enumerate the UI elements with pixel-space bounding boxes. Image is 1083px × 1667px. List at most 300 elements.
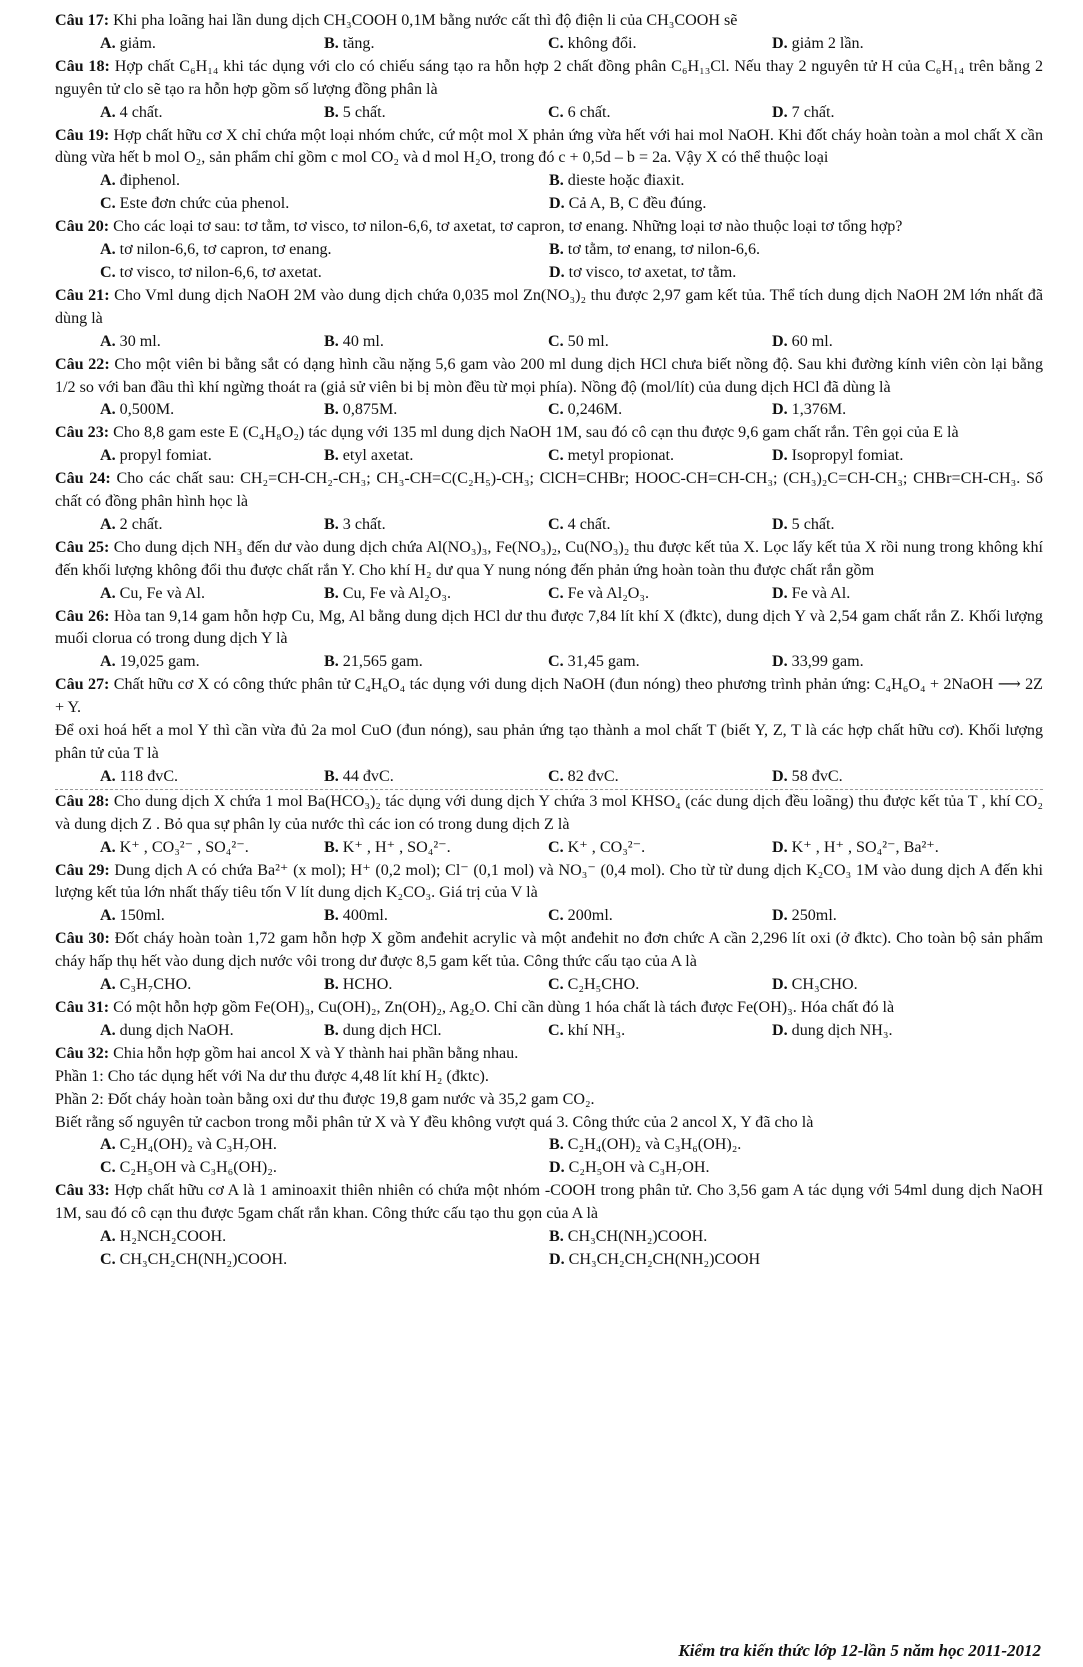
answer-option bbox=[548, 33, 772, 56]
answer-option-letter: C. bbox=[548, 34, 564, 52]
page-footer: Kiểm tra kiến thức lớp 12-lần 5 năm học 2011-2012 bbox=[678, 1641, 1041, 1661]
answer-option-text: 200ml. bbox=[567, 907, 613, 925]
answer-option bbox=[324, 102, 548, 125]
answer-options-row bbox=[55, 651, 1043, 674]
question-stem bbox=[55, 1089, 1043, 1112]
answer-option bbox=[100, 514, 324, 537]
answer-option bbox=[548, 905, 772, 928]
answer-option bbox=[548, 651, 772, 674]
answer-option-text: khí NH₃. bbox=[567, 1021, 626, 1039]
answer-option bbox=[772, 331, 996, 354]
answer-option-text: C₂H₅CHO. bbox=[567, 976, 640, 994]
question-text: Hợp chất hữu cơ X chỉ chứa một loại nhóm chức, cứ một mol X phản ứng vừa hết với hai mol NaOH. Khi đốt cháy hoàn toàn a mol chất X cần dùng vừa hết b mol O₂, sản phẩm chỉ gồm c mol CO₂ và d mol H₂O, trong đó c + 0,5d – b = 2a. Vậy X có thể thuộc loại bbox=[55, 126, 1043, 167]
answer-option-text: không đổi. bbox=[567, 34, 637, 52]
answer-option-text: 4 chất. bbox=[567, 515, 611, 533]
answer-option-letter: C. bbox=[548, 103, 564, 121]
answer-option-text: metyl propionat. bbox=[567, 447, 675, 465]
answer-option-letter: A. bbox=[100, 401, 116, 419]
answer-option bbox=[548, 974, 772, 997]
answer-option-text: 5 chất. bbox=[342, 103, 386, 121]
answer-option bbox=[549, 170, 998, 193]
answer-option-text: 21,565 gam. bbox=[342, 653, 423, 671]
answer-options-row bbox=[55, 170, 1043, 193]
answer-option bbox=[549, 1249, 998, 1272]
question-stem bbox=[55, 720, 1043, 766]
answer-option-letter: A. bbox=[100, 103, 116, 121]
question-number: Câu 24: bbox=[55, 470, 111, 488]
question-stem bbox=[55, 216, 1043, 239]
answer-option-letter: A. bbox=[100, 653, 116, 671]
answer-option-letter: B. bbox=[324, 103, 339, 121]
answer-option bbox=[772, 399, 996, 422]
answer-option-letter: B. bbox=[324, 515, 339, 533]
answer-option-text: 40 ml. bbox=[342, 332, 384, 350]
question-text: Cho các loại tơ sau: tơ tằm, tơ visco, tơ nilon-6,6, tơ axetat, tơ capron, tơ enang. Những loại tơ nào thuộc loại tơ tổng hợp? bbox=[113, 218, 903, 236]
answer-option-letter: D. bbox=[772, 332, 788, 350]
answer-option bbox=[772, 837, 996, 860]
answer-option-letter: C. bbox=[548, 515, 564, 533]
answer-option-text: 6 chất. bbox=[567, 103, 611, 121]
answer-option-letter: B. bbox=[549, 172, 564, 190]
question-stem bbox=[55, 10, 1043, 33]
question-text: Cho 8,8 gam este E (C₄H₈O₂) tác dụng với 135 ml dung dịch NaOH 1M, sau đó cô cạn thu được 9,6 gam chất rắn. Tên gọi của E là bbox=[113, 424, 959, 442]
answer-option-letter: B. bbox=[324, 332, 339, 350]
answer-option-letter: A. bbox=[100, 907, 116, 925]
question-block bbox=[55, 606, 1043, 675]
answer-option bbox=[772, 33, 996, 56]
answer-options-row bbox=[55, 905, 1043, 928]
answer-option-letter: D. bbox=[772, 447, 788, 465]
answer-options-row bbox=[55, 102, 1043, 125]
answer-option-text: C₂H₄(OH)₂ và C₃H₇OH. bbox=[119, 1136, 277, 1154]
question-block bbox=[55, 354, 1043, 423]
answer-option-letter: A. bbox=[100, 241, 116, 259]
answer-option bbox=[772, 651, 996, 674]
answer-options-row bbox=[55, 262, 1043, 285]
question-block bbox=[55, 674, 1043, 790]
answer-option-letter: C. bbox=[548, 907, 564, 925]
answer-option-letter: C. bbox=[100, 195, 116, 213]
answer-option-letter: D. bbox=[772, 515, 788, 533]
answer-option-letter: A. bbox=[100, 1136, 116, 1154]
question-stem bbox=[55, 928, 1043, 974]
answer-option-text: 19,025 gam. bbox=[119, 653, 200, 671]
answer-option bbox=[548, 445, 772, 468]
answer-option-letter: C. bbox=[100, 263, 116, 281]
question-number: Câu 26: bbox=[55, 607, 110, 625]
question-text: Hợp chất C₆H₁₄ khi tác dụng với clo có chiếu sáng tạo ra hỗn hợp 2 chất đồng phân C₆H₁₃Cl. Nếu thay 2 nguyên tử H của C₆H₁₄ trên bằng 2 nguyên tử clo sẽ tạo ra hỗn hợp gồm số lượng đồng phân là bbox=[55, 57, 1044, 98]
answer-option bbox=[772, 1020, 996, 1043]
question-text: Biết rằng số nguyên tử cacbon trong mỗi phân tử X và Y đều không vượt quá 3. Công thức của 2 ancol X, Y đã cho là bbox=[55, 1113, 814, 1131]
question-block bbox=[55, 791, 1043, 860]
answer-option bbox=[548, 399, 772, 422]
question-stem bbox=[55, 125, 1043, 171]
question-stem bbox=[55, 537, 1043, 583]
question-stem bbox=[55, 791, 1043, 837]
question-text: Phần 1: Cho tác dụng hết với Na dư thu được 4,48 lít khí H₂ (đktc). bbox=[55, 1067, 489, 1085]
answer-option-letter: C. bbox=[548, 447, 564, 465]
answer-options-row bbox=[55, 193, 1043, 216]
question-number: Câu 30: bbox=[55, 930, 110, 948]
question-text: Hòa tan 9,14 gam hỗn hợp Cu, Mg, Al bằng dung dịch HCl dư thu được 7,84 lít khí X (đktc), dung dịch Y và 2,54 gam chất rắn Z. Khối lượng muối clorua có trong dung dịch Y là bbox=[55, 607, 1043, 648]
answer-option-text: propyl fomiat. bbox=[119, 447, 212, 465]
question-text: Đốt cháy hoàn toàn 1,72 gam hỗn hợp X gồm anđehit acrylic và một anđehit no đơn chức A cần 2,296 lít oxi (ở đktc). Cho toàn bộ sản phẩm cháy hấp thụ hết vào dung dịch nước vôi trong dư được 8,5 gam kết tủa. Công thức cấu tạo của A là bbox=[55, 930, 1043, 971]
answer-option-letter: A. bbox=[100, 1021, 116, 1039]
answer-option bbox=[549, 1157, 998, 1180]
answer-option bbox=[772, 514, 996, 537]
answer-options-row bbox=[55, 514, 1043, 537]
answer-option-text: tơ visco, tơ axetat, tơ tằm. bbox=[568, 263, 737, 281]
answer-option-text: CH₃CH(NH₂)COOH. bbox=[567, 1228, 708, 1246]
answer-option-letter: A. bbox=[100, 1228, 116, 1246]
answer-option bbox=[100, 331, 324, 354]
answer-option bbox=[772, 583, 996, 606]
question-number: Câu 19: bbox=[55, 126, 110, 144]
answer-option-text: Cu, Fe và Al₂O₃. bbox=[342, 584, 451, 602]
question-block bbox=[55, 422, 1043, 468]
answer-option-text: 2 chất. bbox=[119, 515, 163, 533]
answer-option-text: dieste hoặc điaxit. bbox=[567, 172, 685, 190]
question-stem bbox=[55, 606, 1043, 652]
answer-option-letter: A. bbox=[100, 332, 116, 350]
answer-option-letter: C. bbox=[548, 584, 564, 602]
answer-option bbox=[324, 514, 548, 537]
question-text: Để oxi hoá hết a mol Y thì cần vừa đủ 2a mol CuO (đun nóng), sau phản ứng tạo thành a mol chất T (biết Y, Z, T là các hợp chất hữu cơ). Khối lượng phân tử của T là bbox=[55, 722, 1043, 762]
answer-option-text: 0,875M. bbox=[342, 401, 398, 419]
answer-option bbox=[100, 193, 549, 216]
answer-option-text: H₂NCH₂COOH. bbox=[119, 1228, 227, 1246]
question-stem bbox=[55, 1180, 1043, 1226]
answer-option-text: tăng. bbox=[342, 34, 375, 52]
answer-option-text: Este đơn chức của phenol. bbox=[119, 195, 290, 213]
question-stem bbox=[55, 56, 1043, 102]
answer-option-letter: D. bbox=[549, 263, 565, 281]
answer-options-row bbox=[55, 766, 1043, 789]
question-number: Câu 25: bbox=[55, 538, 110, 556]
answer-option bbox=[100, 445, 324, 468]
answer-option bbox=[100, 239, 549, 262]
answer-option-text: 82 đvC. bbox=[567, 767, 619, 785]
answer-option bbox=[548, 583, 772, 606]
question-text: Phần 2: Đốt cháy hoàn toàn bằng oxi dư thu được 19,8 gam nước và 35,2 gam CO₂. bbox=[55, 1090, 595, 1108]
answer-option-text: 33,99 gam. bbox=[791, 653, 864, 671]
answer-option bbox=[324, 974, 548, 997]
answer-options-row bbox=[55, 1226, 1043, 1249]
question-text: Cho các chất sau: CH₂=CH-CH₂-CH₃; CH₃-CH=C(C₂H₅)-CH₃; ClCH=CHBr; HOOC-CH=CH-CH₃; (CH₃)₂C=CH-CH₃; CHBr=CH-CH₃. Số chất có đồng phân hình học là bbox=[55, 470, 1043, 511]
answer-option-text: K⁺ , H⁺ , SO₄²⁻, Ba²⁺. bbox=[791, 838, 939, 856]
question-number: Câu 23: bbox=[55, 424, 110, 442]
answer-option-text: 118 đvC. bbox=[119, 767, 179, 785]
answer-option bbox=[549, 1134, 998, 1157]
question-number: Câu 21: bbox=[55, 286, 110, 304]
question-stem bbox=[55, 468, 1043, 514]
answer-option bbox=[100, 583, 324, 606]
answer-option-letter: A. bbox=[100, 447, 116, 465]
answer-option bbox=[549, 193, 998, 216]
question-text: Chia hỗn hợp gồm hai ancol X và Y thành hai phần bằng nhau. bbox=[113, 1044, 519, 1062]
answer-option-text: điphenol. bbox=[119, 172, 180, 190]
answer-option-letter: C. bbox=[548, 976, 564, 994]
answer-option-letter: B. bbox=[324, 653, 339, 671]
answer-option-text: 4 chất. bbox=[119, 103, 163, 121]
answer-option-text: tơ visco, tơ nilon-6,6, tơ axetat. bbox=[119, 263, 322, 281]
answer-option-letter: B. bbox=[324, 767, 339, 785]
answer-option-text: 0,500M. bbox=[119, 401, 175, 419]
answer-option-letter: C. bbox=[548, 1021, 564, 1039]
question-number: Câu 33: bbox=[55, 1182, 110, 1200]
answer-option-text: 58 đvC. bbox=[791, 767, 843, 785]
answer-option-letter: B. bbox=[324, 34, 339, 52]
answer-option-letter: D. bbox=[772, 838, 788, 856]
answer-option-letter: C. bbox=[100, 1159, 116, 1177]
answer-option-text: K⁺ , CO₃²⁻ , SO₄²⁻. bbox=[119, 838, 249, 856]
answer-option bbox=[549, 1226, 998, 1249]
answer-option-text: dung dịch HCl. bbox=[342, 1021, 442, 1039]
answer-option-text: CH₃CH₂CH₂CH(NH₂)COOH bbox=[568, 1250, 761, 1268]
answer-option-letter: D. bbox=[772, 976, 788, 994]
answer-option-letter: B. bbox=[324, 1021, 339, 1039]
answer-option bbox=[324, 33, 548, 56]
question-stem bbox=[55, 285, 1043, 331]
answer-option bbox=[100, 837, 324, 860]
answer-option bbox=[100, 1226, 549, 1249]
question-stem bbox=[55, 860, 1043, 906]
question-stem bbox=[55, 1043, 1043, 1066]
question-number: Câu 20: bbox=[55, 218, 110, 236]
answer-option bbox=[100, 1249, 549, 1272]
answer-option bbox=[100, 766, 324, 789]
question-text: Chất hữu cơ X có công thức phân tử C₄H₆O₄ tác dụng với dung dịch NaOH (đun nóng) theo phương trình phản ứng: C₄H₆O₄ + 2NaOH ⟶ 2Z + Y. bbox=[55, 676, 1043, 717]
answer-options-row bbox=[55, 1020, 1043, 1043]
question-number: Câu 17: bbox=[55, 12, 110, 29]
answer-option bbox=[548, 766, 772, 789]
answer-option-text: CH₃CHO. bbox=[791, 976, 858, 994]
answer-option-letter: C. bbox=[548, 401, 564, 419]
question-text: Dung dịch A có chứa Ba²⁺ (x mol); H⁺ (0,2 mol); Cl⁻ (0,1 mol) và NO₃⁻ (0,4 mol). Cho từ từ dung dịch K₂CO₃ 1M vào dung dịch A đến khi lượng kết tủa lớn nhất thấy tiêu tốn V lít dung dịch K₂CO₃. Giá trị của V là bbox=[55, 861, 1043, 902]
answer-option bbox=[324, 445, 548, 468]
question-block bbox=[55, 56, 1043, 125]
answer-option-text: C₂H₄(OH)₂ và C₃H₆(OH)₂. bbox=[567, 1136, 742, 1154]
question-block bbox=[55, 537, 1043, 606]
question-stem bbox=[55, 354, 1043, 400]
answer-option-text: Fe và Al. bbox=[791, 584, 851, 602]
answer-option-text: dung dịch NaOH. bbox=[119, 1021, 234, 1039]
answer-option bbox=[324, 1020, 548, 1043]
answer-option-text: C₂H₅OH và C₃H₆(OH)₂. bbox=[119, 1159, 277, 1177]
answer-option-letter: D. bbox=[772, 767, 788, 785]
question-text: Hợp chất hữu cơ A là 1 aminoaxit thiên nhiên có chứa một nhóm -COOH trong phân tử. Cho 3,56 gam A tác dụng với 54ml dung dịch NaOH 1M, sau đó cô cạn thu được 5gam chất rắn khan. Công thức cấu tạo thu gọn của A là bbox=[55, 1182, 1043, 1223]
answer-option-letter: B. bbox=[549, 1136, 564, 1154]
answer-option bbox=[324, 766, 548, 789]
answer-option bbox=[548, 102, 772, 125]
answer-option bbox=[100, 102, 324, 125]
answer-options-row bbox=[55, 837, 1043, 860]
question-block bbox=[55, 285, 1043, 354]
answer-options-row bbox=[55, 399, 1043, 422]
answer-option bbox=[100, 1157, 549, 1180]
question-list bbox=[55, 10, 1043, 1272]
answer-option-text: 44 đvC. bbox=[342, 767, 394, 785]
answer-option-letter: D. bbox=[549, 1159, 565, 1177]
answer-option bbox=[100, 651, 324, 674]
answer-option bbox=[100, 262, 549, 285]
answer-option-letter: B. bbox=[324, 976, 339, 994]
answer-option-letter: C. bbox=[548, 653, 564, 671]
answer-option-text: C₃H₇CHO. bbox=[119, 976, 192, 994]
answer-option-text: 3 chất. bbox=[342, 515, 386, 533]
answer-option bbox=[100, 33, 324, 56]
answer-option-text: 1,376M. bbox=[791, 401, 847, 419]
answer-option bbox=[324, 331, 548, 354]
answer-option bbox=[548, 331, 772, 354]
answer-option-text: C₂H₅OH và C₃H₇OH. bbox=[568, 1159, 710, 1177]
answer-option-text: 400ml. bbox=[342, 907, 388, 925]
answer-option-letter: B. bbox=[549, 1228, 564, 1246]
answer-option-letter: A. bbox=[100, 34, 116, 52]
answer-option-text: 31,45 gam. bbox=[567, 653, 640, 671]
answer-option-letter: C. bbox=[548, 767, 564, 785]
answer-option-text: HCHO. bbox=[342, 976, 393, 994]
answer-option bbox=[549, 262, 998, 285]
answer-option-text: 7 chất. bbox=[791, 103, 835, 121]
answer-option bbox=[324, 399, 548, 422]
answer-option bbox=[548, 514, 772, 537]
answer-option-text: 30 ml. bbox=[119, 332, 161, 350]
question-block bbox=[55, 1180, 1043, 1272]
answer-option bbox=[548, 837, 772, 860]
answer-option-letter: B. bbox=[324, 838, 339, 856]
question-stem bbox=[55, 674, 1043, 720]
question-number: Câu 32: bbox=[55, 1044, 110, 1062]
question-block bbox=[55, 1043, 1043, 1180]
answer-option bbox=[324, 651, 548, 674]
answer-option bbox=[772, 766, 996, 789]
answer-option-letter: C. bbox=[548, 838, 564, 856]
answer-option-letter: D. bbox=[772, 103, 788, 121]
answer-option-letter: A. bbox=[100, 515, 116, 533]
answer-option-letter: B. bbox=[324, 401, 339, 419]
answer-option-letter: C. bbox=[548, 332, 564, 350]
answer-option-letter: D. bbox=[772, 34, 788, 52]
answer-option-letter: C. bbox=[100, 1250, 116, 1268]
answer-option-text: Cả A, B, C đều đúng. bbox=[568, 195, 707, 213]
answer-option-text: K⁺ , H⁺ , SO₄²⁻. bbox=[342, 838, 451, 856]
answer-option-text: tơ tằm, tơ enang, tơ nilon-6,6. bbox=[567, 241, 761, 259]
answer-options-row bbox=[55, 583, 1043, 606]
answer-option-text: 50 ml. bbox=[567, 332, 609, 350]
answer-option-letter: D. bbox=[549, 195, 565, 213]
answer-option bbox=[548, 1020, 772, 1043]
answer-option-letter: B. bbox=[549, 241, 564, 259]
question-stem bbox=[55, 997, 1043, 1020]
question-block bbox=[55, 125, 1043, 217]
answer-option bbox=[100, 974, 324, 997]
answer-option-text: 5 chất. bbox=[791, 515, 835, 533]
answer-options-row bbox=[55, 239, 1043, 262]
answer-option-text: giảm. bbox=[119, 34, 156, 52]
question-text: Cho một viên bi bằng sắt có dạng hình cầu nặng 5,6 gam vào 200 ml dung dịch HCl chưa biết nồng độ. Sau khi đường kính viên còn lại bằng 1/2 so với ban đầu thì khí ngừng thoát ra (giả sử viên bi bị mòn đều từ mọi phía). Nồng độ (mol/lít) của dung dịch HCl đã dùng là bbox=[55, 355, 1043, 396]
answer-option bbox=[324, 837, 548, 860]
question-number: Câu 22: bbox=[55, 355, 110, 373]
answer-options-row bbox=[55, 445, 1043, 468]
answer-option-text: CH₃CH₂CH(NH₂)COOH. bbox=[119, 1250, 288, 1268]
answer-option-letter: D. bbox=[772, 1021, 788, 1039]
question-stem bbox=[55, 1112, 1043, 1135]
answer-option-text: 250ml. bbox=[791, 907, 837, 925]
question-stem bbox=[55, 422, 1043, 445]
answer-option bbox=[324, 583, 548, 606]
answer-option-letter: A. bbox=[100, 838, 116, 856]
answer-option-letter: B. bbox=[324, 584, 339, 602]
answer-options-row bbox=[55, 331, 1043, 354]
question-number: Câu 28: bbox=[55, 792, 110, 810]
answer-options-row bbox=[55, 1157, 1043, 1180]
question-number: Câu 27: bbox=[55, 676, 110, 694]
answer-option-letter: D. bbox=[772, 401, 788, 419]
question-block bbox=[55, 997, 1043, 1043]
answer-option-letter: D. bbox=[772, 907, 788, 925]
question-stem bbox=[55, 1066, 1043, 1089]
answer-options-row bbox=[55, 1134, 1043, 1157]
answer-option bbox=[772, 445, 996, 468]
answer-option-text: Isopropyl fomiat. bbox=[791, 447, 904, 465]
question-number: Câu 29: bbox=[55, 861, 110, 879]
answer-option-text: etyl axetat. bbox=[342, 447, 414, 465]
answer-option-text: dung dịch NH₃. bbox=[791, 1021, 893, 1039]
answer-option-letter: D. bbox=[549, 1250, 565, 1268]
answer-option-text: giảm 2 lần. bbox=[791, 34, 864, 52]
answer-option bbox=[324, 905, 548, 928]
answer-option bbox=[549, 239, 998, 262]
answer-options-row bbox=[55, 974, 1043, 997]
answer-option-text: 60 ml. bbox=[791, 332, 833, 350]
question-text: Cho Vml dung dịch NaOH 2M vào dung dịch chứa 0,035 mol Zn(NO₃)₂ thu được 2,97 gam kết tủa. Thể tích dung dịch NaOH 2M lớn nhất đã dùng là bbox=[55, 286, 1043, 327]
answer-option bbox=[100, 1134, 549, 1157]
answer-option bbox=[100, 399, 324, 422]
answer-option-letter: A. bbox=[100, 172, 116, 190]
question-block bbox=[55, 468, 1043, 537]
answer-option bbox=[772, 102, 996, 125]
answer-option-text: 0,246M. bbox=[567, 401, 623, 419]
question-number: Câu 18: bbox=[55, 57, 110, 75]
answer-option-letter: A. bbox=[100, 584, 116, 602]
answer-option-text: Fe và Al₂O₃. bbox=[567, 584, 650, 602]
question-text: Cho dung dịch X chứa 1 mol Ba(HCO₃)₂ tác dụng với dung dịch Y chứa 3 mol KHSO₄ (các dung dịch đều loãng) thu được kết tủa T , khí CO₂ và dung dịch Z . Bỏ qua sự phân ly của nước thì các ion có trong dung dịch Z là bbox=[55, 792, 1043, 833]
answer-option bbox=[772, 974, 996, 997]
question-number: Câu 31: bbox=[55, 998, 110, 1016]
answer-option bbox=[772, 905, 996, 928]
question-text: Có một hỗn hợp gồm Fe(OH)₃, Cu(OH)₂, Zn(OH)₂, Ag₂O. Chỉ cần dùng 1 hóa chất là tách được Fe(OH)₃. Hóa chất đó là bbox=[113, 998, 895, 1016]
question-text: Khi pha loãng hai lần dung dịch CH₃COOH 0,1M bằng nước cất thì độ điện li của CH₃COOH sẽ bbox=[113, 12, 738, 29]
dashed-divider bbox=[55, 789, 1043, 790]
answer-option bbox=[100, 905, 324, 928]
answer-option bbox=[100, 1020, 324, 1043]
answer-option-letter: D. bbox=[772, 584, 788, 602]
answer-option-letter: B. bbox=[324, 907, 339, 925]
answer-option-letter: A. bbox=[100, 976, 116, 994]
answer-option-letter: B. bbox=[324, 447, 339, 465]
answer-options-row bbox=[55, 33, 1043, 56]
answer-option-letter: D. bbox=[772, 653, 788, 671]
question-block bbox=[55, 860, 1043, 929]
answer-option bbox=[100, 170, 549, 193]
answer-option-text: Cu, Fe và Al. bbox=[119, 584, 206, 602]
question-block bbox=[55, 216, 1043, 285]
answer-options-row bbox=[55, 1249, 1043, 1272]
question-block bbox=[55, 928, 1043, 997]
answer-option-letter: A. bbox=[100, 767, 116, 785]
question-block bbox=[55, 10, 1043, 56]
